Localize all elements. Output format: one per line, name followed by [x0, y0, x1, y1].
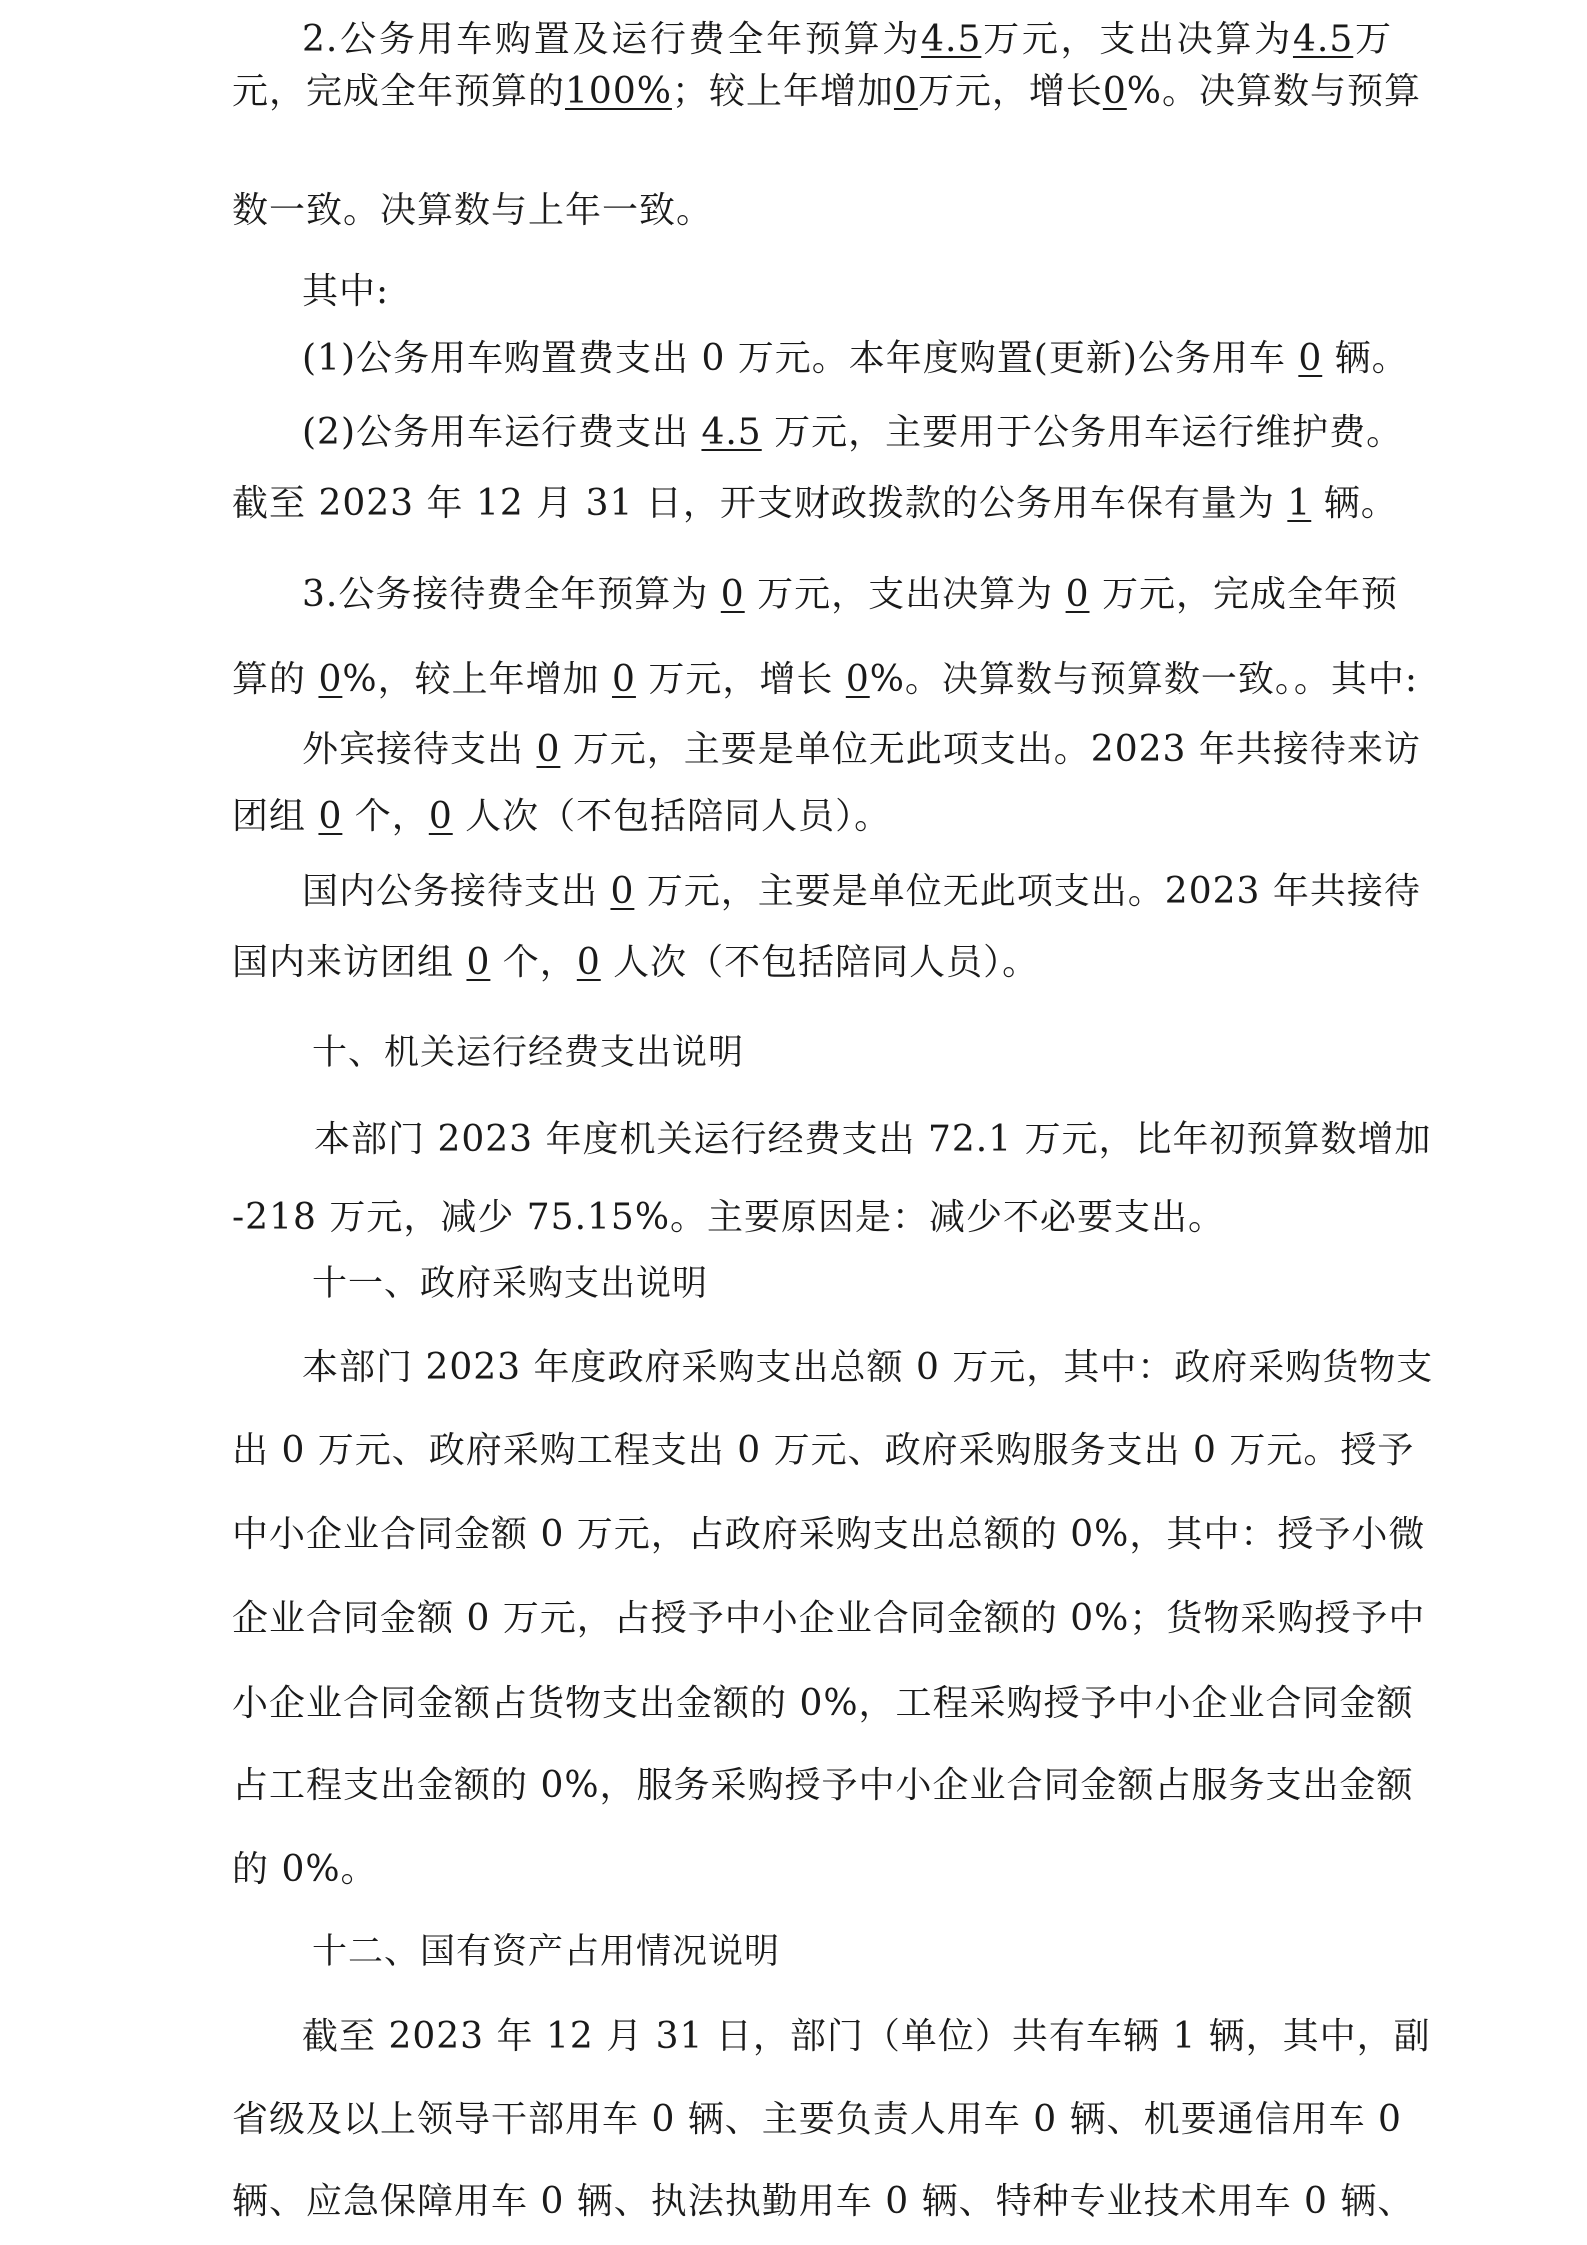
- paragraph-foreign-reception-line-2: 团组 0 个，0 人次（不包括陪同人员）。: [232, 796, 892, 837]
- section-heading-12: 十二、国有资产占用情况说明: [312, 1932, 781, 1972]
- paragraph-procurement-line-5: 小企业合同金额占货物支出金额的 0%，工程采购授予中小企业合同金额: [232, 1683, 1414, 1724]
- paragraph-assets-line-2: 省级及以上领导干部用车 0 辆、主要负责人用车 0 辆、机要通信用车 0: [232, 2099, 1402, 2140]
- paragraph-procurement-line-3: 中小企业合同金额 0 万元，占政府采购支出总额的 0%，其中：授予小微: [232, 1514, 1426, 1555]
- qizhong-label: 其中:: [302, 271, 390, 312]
- paragraph-domestic-reception-line-2: 国内来访团组 0 个，0 人次（不包括陪同人员）。: [232, 942, 1040, 983]
- paragraph-procurement-line-4: 企业合同金额 0 万元，占授予中小企业合同金额的 0%；货物采购授予中: [232, 1598, 1426, 1639]
- section-heading-11: 十一、政府采购支出说明: [312, 1264, 709, 1304]
- paragraph-vehicle-purchase-line: (1)公务用车购置费支出 0 万元。本年度购置(更新)公务用车 0 辆。: [302, 338, 1409, 379]
- paragraph-domestic-reception-line-1: 国内公务接待支出 0 万元，主要是单位无此项支出。2023 年共接待: [302, 871, 1421, 912]
- paragraph-operating-expense-line-1: 本部门 2023 年度机关运行经费支出 72.1 万元，比年初预算数增加: [314, 1119, 1432, 1160]
- paragraph-foreign-reception-line-1: 外宾接待支出 0 万元，主要是单位无此项支出。2023 年共接待来访: [302, 729, 1421, 770]
- paragraph-procurement-line-7: 的 0%。: [232, 1849, 378, 1890]
- paragraph-vehicle-budget-line-1: 2.公务用车购置及运行费全年预算为4.5万元，支出决算为4.5万: [302, 19, 1392, 60]
- paragraph-vehicle-budget-line-2: 元，完成全年预算的100%；较上年增加0万元，增长0%。决算数与预算: [232, 71, 1421, 112]
- paragraph-procurement-line-1: 本部门 2023 年度政府采购支出总额 0 万元，其中：政府采购货物支: [302, 1347, 1434, 1388]
- paragraph-assets-line-3: 辆、应急保障用车 0 辆、执法执勤用车 0 辆、特种专业技术用车 0 辆、: [232, 2181, 1415, 2222]
- paragraph-procurement-line-2: 出 0 万元、政府采购工程支出 0 万元、政府采购服务支出 0 万元。授予: [232, 1430, 1415, 1471]
- paragraph-vehicle-operation-line-1: (2)公务用车运行费支出 4.5 万元，主要用于公务用车运行维护费。: [302, 412, 1404, 453]
- paragraph-assets-line-1: 截至 2023 年 12 月 31 日，部门（单位）共有车辆 1 辆，其中，副: [302, 2016, 1431, 2057]
- paragraph-vehicle-operation-line-2: 截至 2023 年 12 月 31 日，开支财政拨款的公务用车保有量为 1 辆。: [232, 483, 1398, 524]
- paragraph-reception-line-2: 算的 0%，较上年增加 0 万元，增长 0%。决算数与预算数一致。。其中:: [232, 659, 1419, 700]
- paragraph-procurement-line-6: 占工程支出金额的 0%，服务采购授予中小企业合同金额占服务支出金额: [232, 1765, 1414, 1806]
- paragraph-operating-expense-line-2: -218 万元，减少 75.15%。主要原因是：减少不必要支出。: [232, 1197, 1226, 1238]
- section-heading-10: 十、机关运行经费支出说明: [312, 1033, 745, 1073]
- paragraph-vehicle-budget-line-3: 数一致。决算数与上年一致。: [232, 190, 714, 231]
- paragraph-reception-line-1: 3.公务接待费全年预算为 0 万元，支出决算为 0 万元，完成全年预: [302, 574, 1398, 615]
